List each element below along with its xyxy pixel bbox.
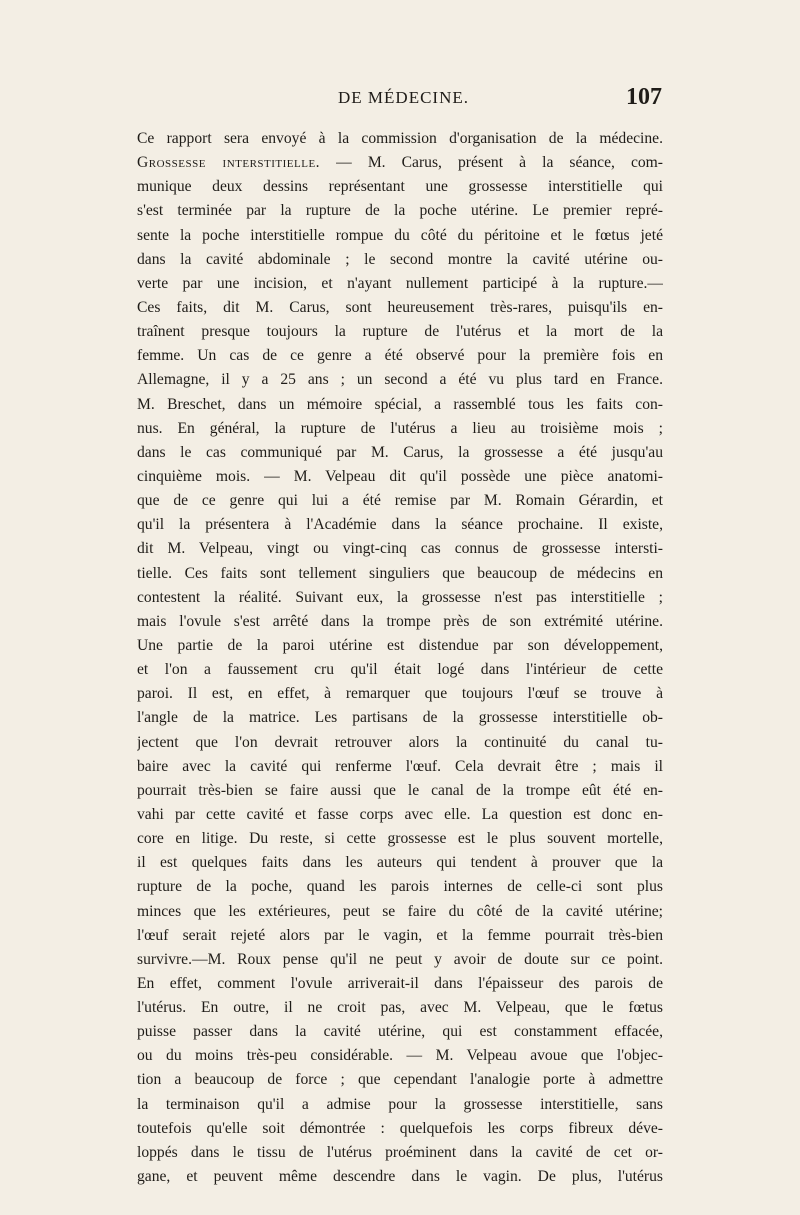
text-line: cinquième mois. — M. Velpeau dit qu'il possède une pièce anatomi-	[137, 467, 663, 485]
page-header	[138, 84, 662, 118]
text-line: Ce rapport sera envoyé à la commission d'organisation de la médecine.	[137, 130, 663, 147]
text-line: et l'on a faussement cru qu'il était logé dans l'intérieur de cette	[137, 661, 663, 679]
text-line: minces que les extérieures, peut se faire du côté de la cavité utérine;	[137, 902, 663, 920]
text-line: gane, et peuvent même descendre dans le vagin. De plus, l'utérus	[137, 1168, 663, 1186]
text-line: nus. En général, la rupture de l'utérus a lieu au troisième mois ;	[137, 419, 663, 437]
running-title: DE MÉDECINE.	[338, 88, 469, 107]
text-line: En effet, comment l'ovule arriverait-il dans l'épaisseur des parois de	[137, 974, 663, 992]
text-line: verte par une incision, et n'ayant nullement participé à la rupture.—	[137, 274, 663, 292]
text-line: l'œuf serait rejeté alors par le vagin, et la femme pourrait très-bien	[137, 926, 663, 944]
text-line: Allemagne, il y a 25 ans ; un second a été vu plus tard en France.	[137, 371, 663, 389]
text-line: sente la poche interstitielle rompue du côté du péritoine et le fœtus jeté	[137, 226, 663, 244]
text-line: baire avec la cavité qui renferme l'œuf. Cela devrait être ; mais il	[137, 757, 663, 775]
text-line: l'angle de la matrice. Les partisans de la grossesse interstitielle ob-	[137, 709, 663, 727]
page-number: 107	[626, 84, 662, 110]
text-line: mais l'ovule s'est arrêté dans la trompe près de son extrémité utérine.	[137, 612, 663, 630]
text-line: dans le cas communiqué par M. Carus, la grossesse a été jusqu'au	[137, 443, 663, 461]
text-line: femme. Un cas de ce genre a été observé pour la première fois en	[137, 347, 663, 365]
text-line: il est quelques faits dans les auteurs qui tendent à prouver que la	[137, 854, 663, 872]
text-line: contestent la réalité. Suivant eux, la grossesse n'est pas interstitielle ;	[137, 588, 663, 606]
text-line: core en litige. Du reste, si cette grossesse est le plus souvent mortelle,	[137, 830, 663, 848]
text-line: Grossesse interstitielle. — M. Carus, présent à la séance, com-	[137, 154, 663, 172]
text-line: tielle. Ces faits sont tellement singuliers que beaucoup de médecins en	[137, 564, 663, 582]
text-line: ou du moins très-peu considérable. — M. Velpeau avoue que l'objec-	[137, 1047, 663, 1065]
text-line: vahi par cette cavité et fasse corps avec elle. La question est donc en-	[137, 805, 663, 823]
section-heading: Grossesse interstitielle.	[137, 154, 321, 172]
text-line: rupture de la poche, quand les parois internes de celle-ci sont plus	[137, 878, 663, 896]
text-line: munique deux dessins représentant une grossesse interstitielle qui	[137, 178, 663, 196]
text-line: dit M. Velpeau, vingt ou vingt-cinq cas connus de grossesse intersti-	[137, 540, 663, 558]
text-line: jectent que l'on devrait retrouver alors la continuité du canal tu-	[137, 733, 663, 751]
text-line: loppés dans le tissu de l'utérus proéminent dans la cavité de cet or-	[137, 1143, 663, 1161]
text-line: la terminaison qu'il a admise pour la grossesse interstitielle, sans	[137, 1095, 663, 1113]
text-line: survivre.—M. Roux pense qu'il ne peut y avoir de doute sur ce point.	[137, 950, 663, 968]
text-line: dans la cavité abdominale ; le second montre la cavité utérine ou-	[137, 250, 663, 268]
text-line: pourrait très-bien se faire aussi que le canal de la trompe eût été en-	[137, 781, 663, 799]
text-line: s'est terminée par la rupture de la poche utérine. Le premier repré-	[137, 202, 663, 220]
text-line: qu'il la présentera à l'Académie dans la séance prochaine. Il existe,	[137, 516, 663, 534]
text-line: tion a beaucoup de force ; que cependant l'analogie porte à admettre	[137, 1071, 663, 1089]
body-text	[137, 127, 663, 1189]
text-line: Une partie de la paroi utérine est distendue par son développement,	[137, 636, 663, 654]
text-line: que de ce genre qui lui a été remise par M. Romain Gérardin, et	[137, 492, 663, 510]
text-line: puisse passer dans la cavité utérine, qui est constamment effacée,	[137, 1023, 663, 1041]
text-line: traînent presque toujours la rupture de l'utérus et la mort de la	[137, 323, 663, 341]
text-line: Ces faits, dit M. Carus, sont heureusement très-rares, puisqu'ils en-	[137, 298, 663, 316]
text-line: l'utérus. En outre, il ne croit pas, avec M. Velpeau, que le fœtus	[137, 999, 663, 1017]
text-line: M. Breschet, dans un mémoire spécial, a rassemblé tous les faits con-	[137, 395, 663, 413]
text-line: toutefois qu'elle soit démontrée : quelquefois les corps fibreux déve-	[137, 1119, 663, 1137]
text-line: paroi. Il est, en effet, à remarquer que toujours l'œuf se trouve à	[137, 685, 663, 703]
